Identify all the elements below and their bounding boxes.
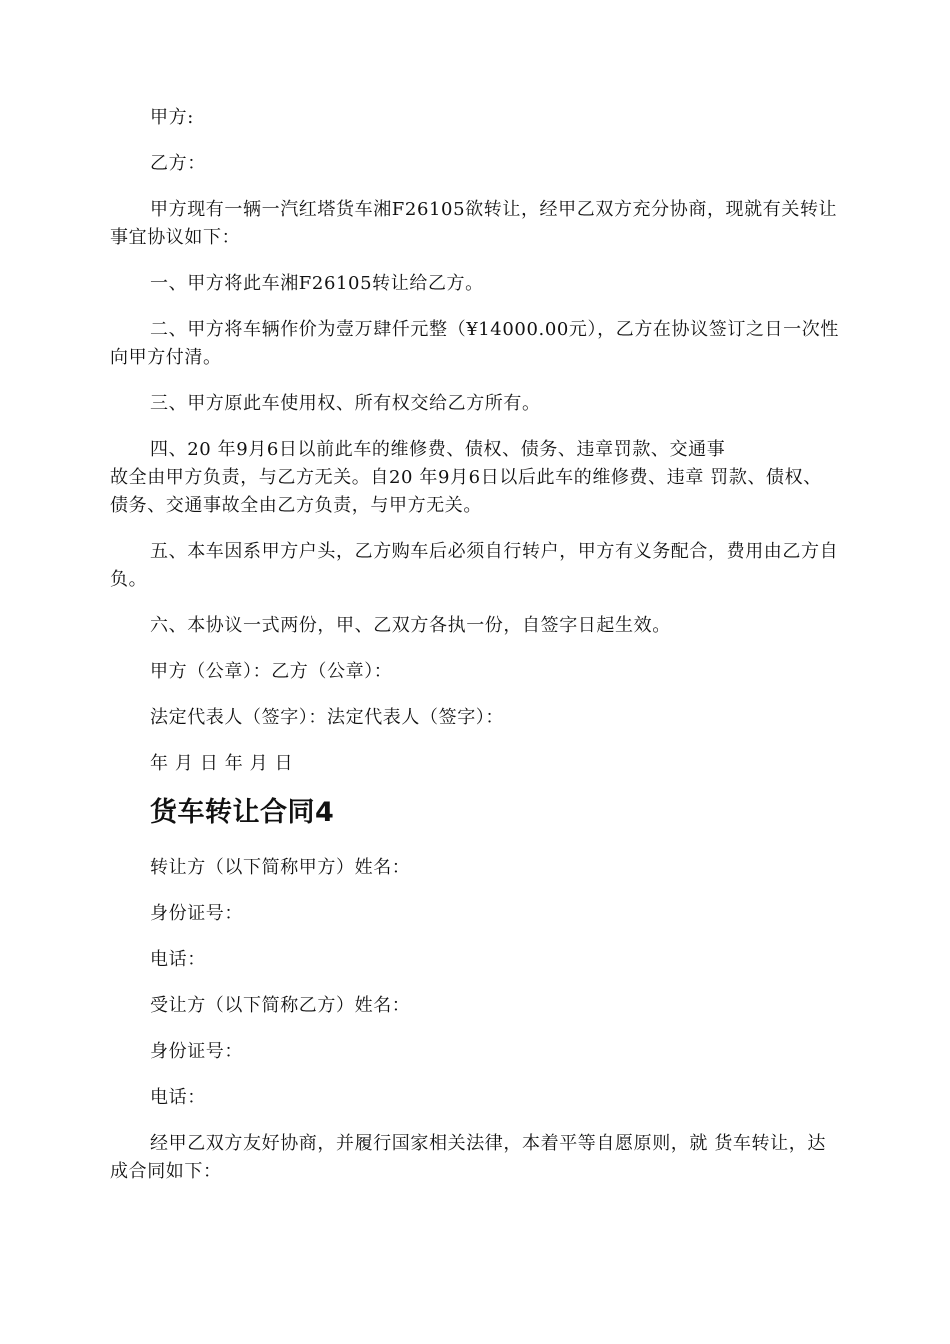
party-a-label: 甲方: [150, 107, 194, 128]
clause-4-continuation: 故全由甲方负责，与乙方无关。自20 年9月6日以后此车的维修费、违章 罚款、债权、债务、交通事故全由乙方负责，与甲方无关。 [110, 467, 822, 516]
clause-2: 二、甲方将车辆作价为壹万肆仟元整（¥14000.00元），乙方在协议签订之日一次性向甲方付清。 [110, 319, 839, 368]
transferee-id-field: 身份证号： [150, 1041, 243, 1062]
intro-paragraph: 甲方现有一辆一汽红塔货车湘F26105欲转让，经甲乙双方充分协商，现就有关转让事宜协议如下： [110, 199, 838, 248]
representative-signature-line: 法定代表人（签字）：法定代表人（签字）： [150, 707, 504, 728]
document-body [110, 104, 840, 1204]
transferee-phone-field: 电话： [150, 1087, 206, 1108]
clause-6: 六、本协议一式两份，甲、乙双方各执一份，自签字日起生效。 [150, 615, 671, 636]
clause-1: 一、甲方将此车湘F26105转让给乙方。 [150, 273, 484, 294]
section-title: 货车转让合同4 [150, 797, 335, 828]
transferor-name-field: 转让方（以下简称甲方）姓名： [150, 857, 411, 878]
party-b-label: 乙方： [150, 153, 206, 174]
clause-3: 三、甲方原此车使用权、所有权交给乙方所有。 [150, 393, 541, 414]
transferee-name-field: 受让方（以下简称乙方）姓名： [150, 995, 411, 1016]
clause-4 [110, 436, 840, 520]
seal-line: 甲方（公章）：乙方（公章）： [150, 661, 393, 682]
agreement-intro-paragraph: 经甲乙双方友好协商，并履行国家相关法律，本着平等自愿原则，就 货车转让，达成合同如下： [110, 1133, 826, 1182]
clause-4-first-line: 四、20 年9月6日以前此车的维修费、债权、债务、违章罚款、交通事 [150, 439, 726, 460]
clause-5: 五、本车因系甲方户头，乙方购车后必须自行转户，甲方有义务配合，费用由乙方自负。 [110, 541, 839, 590]
transferor-id-field: 身份证号： [150, 903, 243, 924]
date-line: 年 月 日 年 月 日 [150, 753, 294, 774]
transferor-phone-field: 电话： [150, 949, 206, 970]
